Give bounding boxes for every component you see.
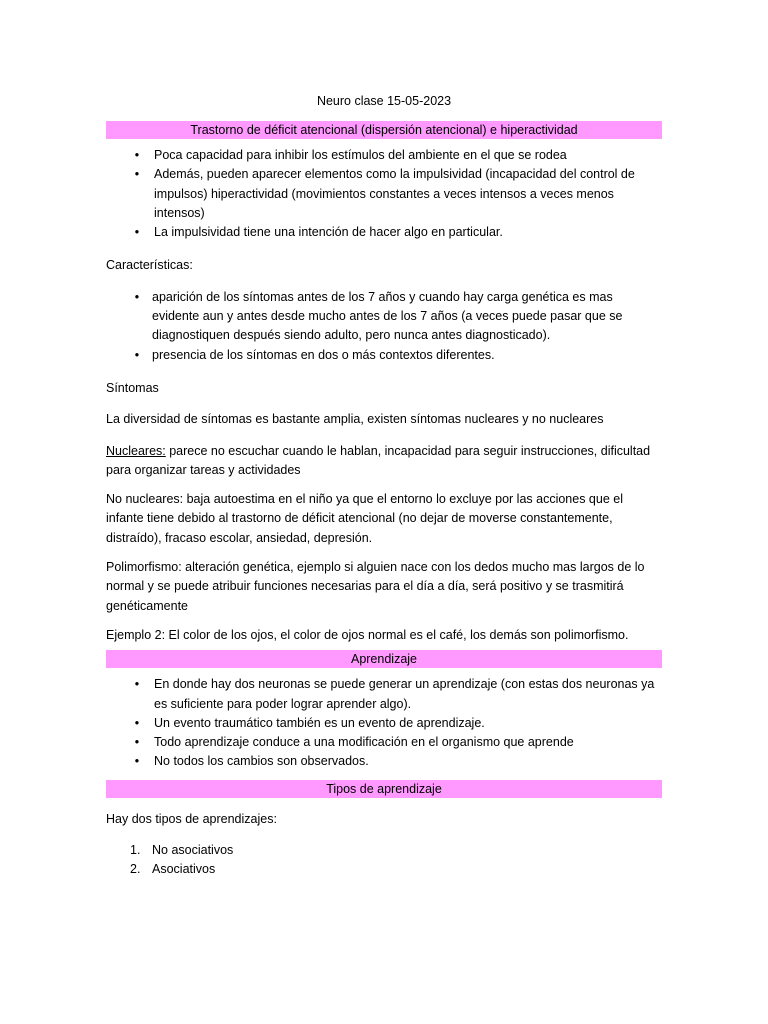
list-item: • No todos los cambios son observados. — [106, 752, 662, 771]
list-item: 2. Asociativos — [106, 860, 662, 879]
document-page — [106, 93, 662, 880]
list-number: 1. — [130, 843, 141, 858]
list-item: • Poca capacidad para inhibir los estímulos del ambiente en el que se rodea — [106, 146, 662, 165]
bullet-icon: • — [134, 715, 140, 730]
caracteristicas-bullet-list — [106, 288, 662, 365]
tipos-intro: Hay dos tipos de aprendizajes: — [106, 811, 277, 826]
aprendizaje-bullet-list — [106, 675, 662, 771]
nucleares-paragraph — [106, 442, 662, 481]
no-nucleares-paragraph: No nucleares: baja autoestima en el niño ya que el entorno lo excluye por las acciones que el infante tiene debido al trastorno de déficit atencional (no dejar de moverse constantemente, distraído), fracaso escolar, ansiedad, depresión. — [106, 492, 623, 545]
list-item: • Además, pueden aparecer elementos como la impulsividad (incapacidad del control de impulsos) hiperactividad (movimientos constantes a veces intensos a veces menos intensos) — [106, 165, 662, 223]
list-item: • Un evento traumático también es un evento de aprendizaje. — [106, 714, 662, 733]
nucleares-label: Nucleares: — [106, 443, 166, 458]
sintomas-label: Síntomas — [106, 380, 159, 395]
bullet-icon: • — [134, 735, 140, 750]
bullet-icon: • — [134, 754, 140, 769]
caracteristicas-label: Características: — [106, 258, 193, 273]
list-item: • presencia de los síntomas en dos o más contextos diferentes. — [106, 346, 662, 365]
tipos-numbered-list — [106, 841, 662, 880]
section-heading-aprendizaje: Aprendizaje — [106, 650, 662, 668]
tdah-bullet-list — [106, 146, 662, 242]
list-item: • La impulsividad tiene una intención de hacer algo en particular. — [106, 223, 662, 242]
list-item: • En donde hay dos neuronas se puede generar un aprendizaje (con estas dos neuronas ya es suficiente para poder lograr aprender algo). — [106, 675, 662, 714]
diversidad-paragraph: La diversidad de síntomas es bastante amplia, existen síntomas nucleares y no nucleares — [106, 412, 604, 427]
bullet-icon: • — [134, 347, 140, 362]
section-heading-tipos-aprendizaje: Tipos de aprendizaje — [106, 780, 662, 798]
section-heading-tdah: Trastorno de déficit atencional (dispersión atencional) e hiperactividad — [106, 121, 662, 139]
list-item: 1. No asociativos — [106, 841, 662, 860]
bullet-icon: • — [134, 225, 140, 240]
list-number: 2. — [130, 862, 141, 877]
document-title: Neuro clase 15-05-2023 — [316, 94, 452, 108]
ejemplo2-paragraph: Ejemplo 2: El color de los ojos, el color de ojos normal es el café, los demás son polimorfismo. — [106, 627, 629, 642]
nucleares-text: parece no escuchar cuando le hablan, incapacidad para seguir instrucciones, dificultad para organizar tareas y actividades — [106, 443, 651, 477]
bullet-icon: • — [134, 289, 140, 304]
bullet-icon: • — [134, 148, 140, 162]
bullet-icon: • — [134, 167, 140, 182]
bullet-icon: • — [134, 677, 140, 692]
list-item: • Todo aprendizaje conduce a una modificación en el organismo que aprende — [106, 733, 662, 752]
polimorfismo-paragraph: Polimorfismo: alteración genética, ejemplo si alguien nace con los dedos mucho mas largos de lo normal y se puede atribuir funciones necesarias para el día a día, será positivo y se trasmitirá genéticamente — [106, 560, 645, 613]
list-item: • aparición de los síntomas antes de los 7 años y cuando hay carga genética es mas evidente aun y antes desde mucho antes de los 7 años (a veces puede pasar que se diagnostiquen después siendo adulto, pero nunca antes diagnosticado). — [106, 288, 662, 346]
